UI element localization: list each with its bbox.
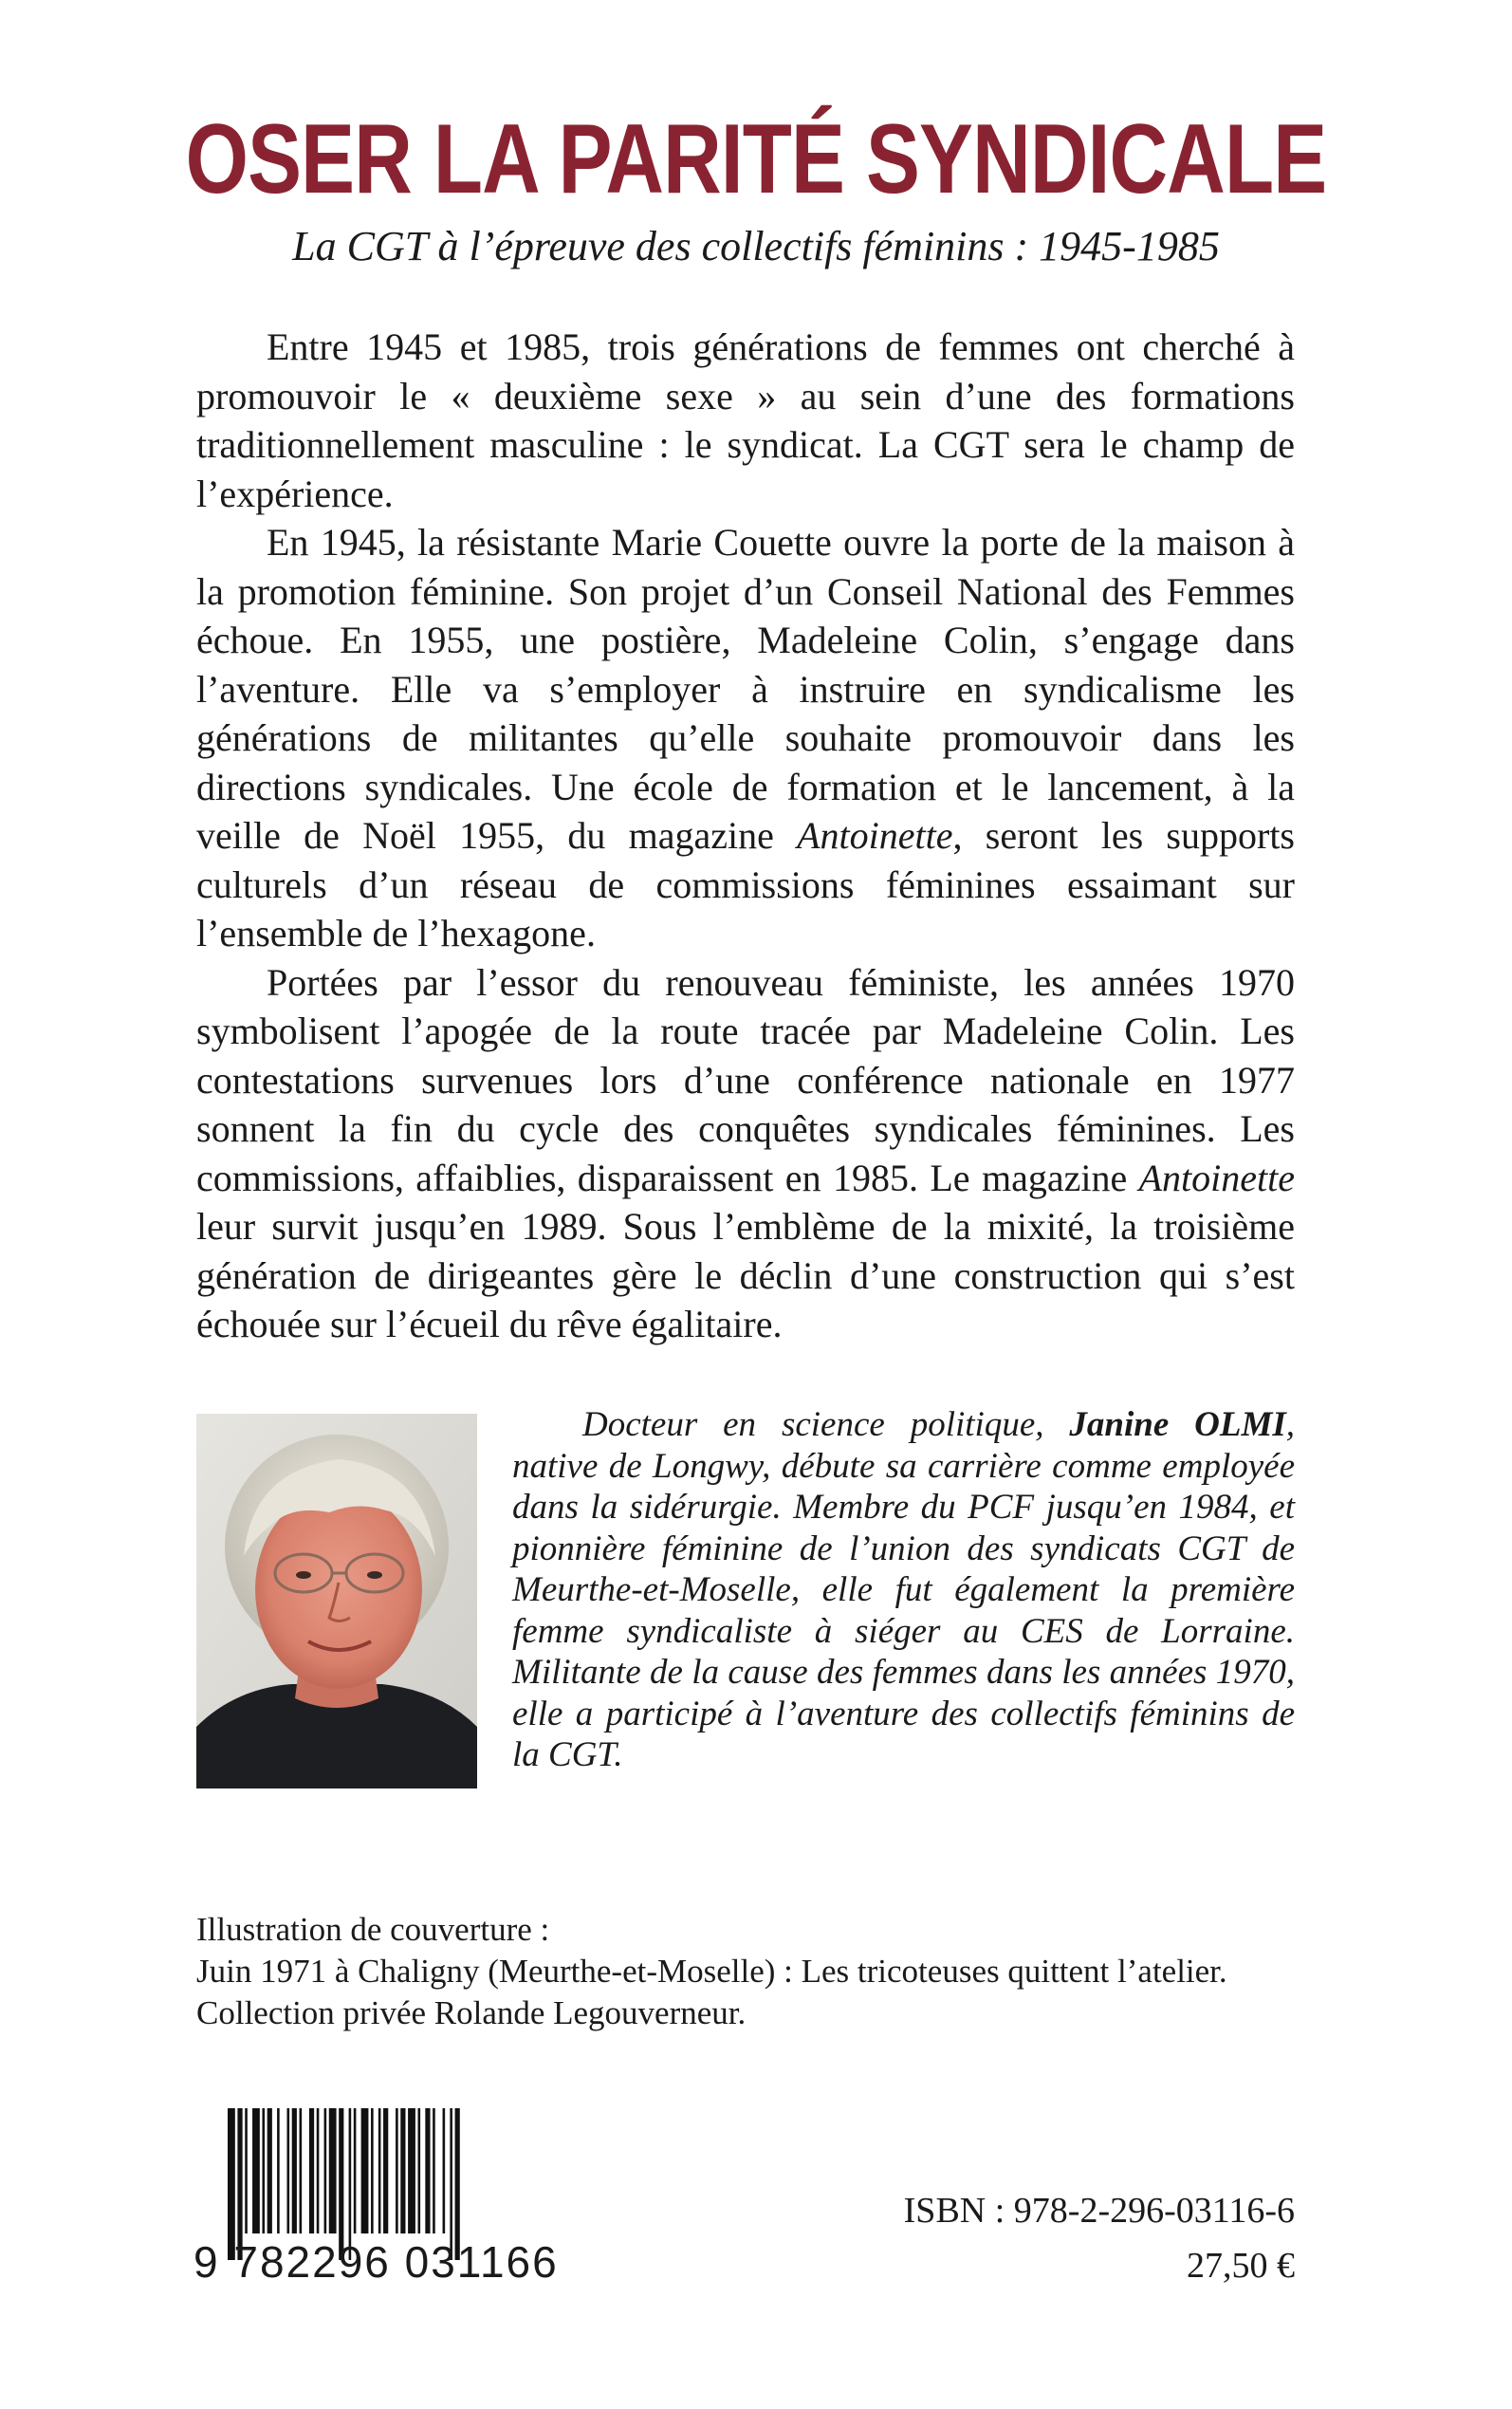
barcode-bar: [400, 2108, 405, 2233]
summary-paragraph-3: [196, 958, 1295, 1349]
author-bio-end: , native de Longwy, débute sa carrière comme employée dans la sidérurgie. Membre du PCF jusqu’en 1984, et pionnière féminine de l’union des syndicats CGT de Meurthe-et-Moselle, elle fut également la première femme syndicaliste à siéger au CES de Lorraine. Militante de la cause des femmes dans les années 1970, elle a participé à l’aventure des collectifs féminins de la CGT.: [512, 1405, 1296, 1774]
isbn: ISBN : 978-2-296-03116-6: [903, 2191, 1295, 2231]
barcode-bar: [354, 2108, 357, 2233]
price: 27,50 €: [1187, 2246, 1295, 2286]
barcode-bar: [252, 2108, 260, 2233]
barcode-bar: [378, 2108, 381, 2233]
barcode-bar: [418, 2108, 421, 2233]
barcode-bar: [309, 2108, 314, 2233]
credits-line-1: Illustration de couverture :: [196, 1911, 550, 1948]
author-photo: [196, 1414, 477, 1788]
book-subtitle: La CGT à l’épreuve des collectifs féminins : 1945-1985: [292, 223, 1220, 269]
cover-credits: [196, 1909, 1335, 2034]
credits-line-3: Collection privée Rolande Legouverneur.: [196, 1994, 747, 2031]
barcode-bar: [277, 2108, 280, 2233]
summary-text: [196, 323, 1295, 1349]
barcode-bar: [329, 2108, 337, 2233]
summary-paragraph-2: [196, 518, 1295, 958]
barcode-bar: [425, 2108, 430, 2233]
author-bio-start: Docteur en science politique,: [582, 1405, 1044, 1444]
barcode-bar: [245, 2108, 248, 2233]
barcode-bar: [292, 2108, 297, 2233]
barcode-bar: [262, 2108, 265, 2233]
author-name: Janine OLMI: [1069, 1405, 1286, 1444]
magazine-title: Antoinette: [797, 814, 953, 857]
barcode-bar: [443, 2108, 446, 2233]
author-portrait-image: [196, 1414, 477, 1788]
magazine-title: Antoinette: [1138, 1156, 1296, 1199]
barcode-bar: [396, 2108, 398, 2233]
book-title: OSER LA PARITÉ SYNDICALE: [185, 104, 1327, 214]
barcode-bar: [267, 2108, 272, 2233]
barcode-bar: [383, 2108, 388, 2233]
paragraph-2-text-end: , seront les supports culturels d’un réseau de commissions féminines essaimant sur l’ensemble de l’hexagone.: [196, 814, 1295, 954]
barcode-bar: [433, 2108, 435, 2233]
barcode-bar: [371, 2108, 374, 2233]
barcode-bar: [300, 2108, 303, 2233]
barcode-bar: [361, 2108, 369, 2233]
summary-paragraph-1: Entre 1945 et 1985, trois générations de femmes ont cherché à promouvoir le « deuxième sexe » au sein d’une des formations traditionnellement masculine : le syndicat. La CGT sera le champ de l’expérience.: [196, 325, 1295, 515]
barcode-bar: [408, 2108, 415, 2233]
paragraph-3-text-start: Portées par l’essor du renouveau féministe, les années 1970 symbolisent l’apogée de la route tracée par Madeleine Colin. Les contestations survenues lors d’une conférence nationale en 1977 sonnent la fin du cycle des conquêtes syndicales féminines. Les commissions, affaiblies, disparaissent en 1985. Le magazine: [196, 960, 1295, 1199]
barcode-bar: [287, 2108, 290, 2233]
author-bio-paragraph: [512, 1404, 1295, 1776]
barcode-bar: [317, 2108, 320, 2233]
author-bio: [512, 1404, 1295, 1776]
barcode-number: 9 782296 031166: [194, 2237, 559, 2287]
barcode-bar: [324, 2108, 327, 2233]
paragraph-2-text-start: En 1945, la résistante Marie Couette ouvre la porte de la maison à la promotion féminine. Son projet d’un Conseil National des Femmes échoue. En 1955, une postière, Madeleine Colin, s’engage dans l’aventure. Elle va s’employer à instruire en syndicalisme les générations de militantes qu’elle souhaite promouvoir dans les directions syndicales. Une école de formation et le lancement, à la veille de Noël 1955, du magazine: [196, 521, 1295, 857]
paragraph-3-text-end: leur survit jusqu’en 1989. Sous l’emblème de la mixité, la troisième génération de dirigeantes gère le déclin d’une construction qui s’est échouée sur l’écueil du rêve égalitaire.: [196, 1205, 1295, 1345]
credits-line-2: Juin 1971 à Chaligny (Meurthe-et-Moselle) : Les tricoteuses quittent l’atelier.: [196, 1953, 1227, 1990]
